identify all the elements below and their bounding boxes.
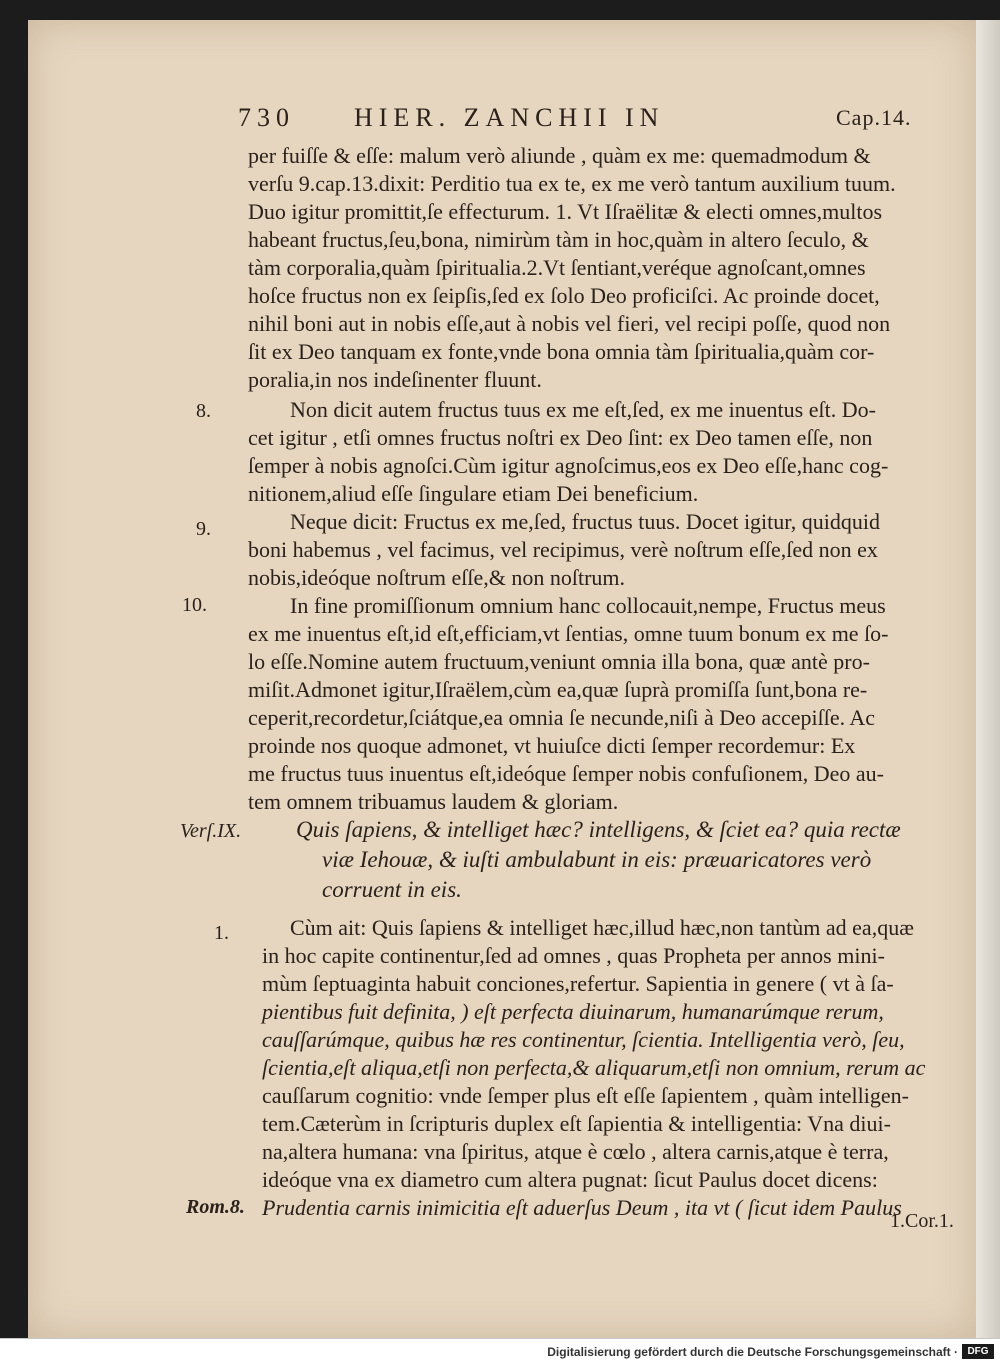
- text-line: poralia,in nos indeſinenter fluunt.: [248, 367, 542, 392]
- text-line: Duo igitur promittit,ſe effecturum. 1. Vt Iſraëlitæ & electi omnes,multos: [248, 199, 883, 224]
- text-line: habeant fructus,ſeu,bona, nimirùm tàm in hoc,quàm in altero ſeculo, &: [248, 227, 869, 252]
- text-line: tem omnem tribuamus laudem & gloriam.: [248, 789, 619, 814]
- verse-text-line: viæ Iehouæ, & iuſti ambulabunt in eis: præuaricatores verò: [322, 847, 872, 872]
- page-edge: [976, 20, 1000, 1338]
- text-line: Prudentia carnis inimicitia eſt aduerſus Deum , ita vt ( ſicut idem Paulus: [262, 1195, 902, 1220]
- text-line: ſemper à nobis agnoſci.Cùm igitur agnoſcimus,eos ex Deo eſſe,hanc cog-: [248, 453, 889, 478]
- text-line: in hoc capite continentur,ſed ad omnes , quas Propheta per annos mini-: [262, 943, 885, 968]
- footer-credit: Digitalisierung gefördert durch die Deutsche Forschungsgemeinschaft ·: [547, 1345, 958, 1359]
- text-line: In fine promiſſionum omnium hanc collocauit,nempe, Fructus meus: [290, 593, 886, 618]
- text-line: mùm ſeptuaginta habuit conciones,refertur. Sapientia in genere ( vt à ſa-: [262, 971, 894, 996]
- verse-text-line: Quis ſapiens, & intelliget hæc? intelligens, & ſciet ea? quia rectæ: [296, 817, 901, 842]
- text-line: ex me inuentus eſt,id eſt,efficiam,vt ſentias, omne tuum bonum ex me ſo-: [248, 621, 889, 646]
- page-number: 730: [238, 103, 295, 132]
- text-line: ideóque vna ex diametro cum altera pugnat: ſicut Paulus docet dicens:: [262, 1167, 878, 1192]
- text-line: Non dicit autem fructus tuus ex me eſt,ſed, ex me inuentus eſt. Do-: [290, 397, 876, 422]
- text-line: boni habemus , vel facimus, vel recipimus, verè noſtrum eſſe,ſed non ex: [248, 537, 878, 562]
- text-line: pientibus fuit definita, ) eſt perfecta diuinarum, humanarúmque rerum,: [262, 999, 884, 1024]
- text-line: nobis,ideóque noſtrum eſſe,& non noſtrum.: [248, 565, 626, 590]
- margin-number-9: 9.: [196, 518, 211, 540]
- text-line: na,altera humana: vna ſpiritus, atque è cœlo , altera carnis,atque è terra,: [262, 1139, 889, 1164]
- text-line: Neque dicit: Fructus ex me,ſed, fructus tuus. Docet igitur, quidquid: [290, 509, 880, 534]
- margin-number-8: 8.: [196, 400, 211, 422]
- margin-reference-rom: Rom.8.: [186, 1196, 245, 1218]
- text-line: nihil boni aut in nobis eſſe,aut à nobis vel fieri, vel recipi poſſe, quod non: [248, 311, 891, 336]
- text-line: me fructus tuus inuentus eſt,ideóque ſemper nobis confuſionem, Deo au-: [248, 761, 885, 786]
- text-line: Cùm ait: Quis ſapiens & intelliget hæc,illud hæc,non tantùm ad ea,quæ: [290, 915, 914, 940]
- margin-number-10: 10.: [182, 594, 207, 616]
- text-line: lo eſſe.Nomine autem fructuum,veniunt omnia illa bona, quæ antè pro-: [248, 649, 870, 674]
- chapter-label: Cap.14.: [836, 105, 912, 130]
- margin-number-1: 1.: [214, 922, 229, 944]
- verse-text-line: corruent in eis.: [322, 877, 462, 902]
- text-line: cauſſarúmque, quibus hæ res continentur, ſcientia. Intelligentia verò, ſeu,: [262, 1027, 905, 1052]
- text-line: ceperit,recordetur,ſciátque,ea omnia ſe necunde,niſi à Deo accepiſſe. Ac: [248, 705, 876, 730]
- text-line: tem.Cæterùm in ſcripturis duplex eſt ſapientia & intelligentia: Vna diui-: [262, 1111, 891, 1136]
- text-line: miſit.Admonet igitur,Iſraëlem,cùm ea,quæ ſuprà promiſſa ſunt,bona re-: [248, 677, 868, 702]
- margin-reference-cor: 1.Cor.1.: [890, 1210, 954, 1232]
- text-line: verſu 9.cap.13.dixit: Perditio tua ex te, ex me verò tantum auxilium tuum.: [248, 171, 896, 196]
- text-line: ſit ex Deo tanquam ex fonte,vnde bona omnia tàm ſpiritualia,quàm cor-: [248, 339, 875, 364]
- text-line: per fuiſſe & eſſe: malum verò aliunde , quàm ex me: quemadmodum &: [248, 143, 871, 168]
- margin-verse-label: Verſ.IX.: [180, 820, 242, 842]
- running-title: HIER. ZANCHII IN: [354, 103, 665, 132]
- text-line: nitionem,aliud eſſe ſingulare etiam Dei beneficium.: [248, 481, 699, 506]
- text-line: tàm corporalia,quàm ſpiritualia.2.Vt ſentiant,veréque agnoſcant,omnes: [248, 255, 866, 280]
- digitization-footer: [0, 1338, 1000, 1365]
- text-line: cet igitur , etſi omnes fructus noſtri ex Deo ſint: ex Deo tamen eſſe, non: [248, 425, 873, 450]
- dfg-logo: DFG: [962, 1344, 994, 1359]
- text-line: ſcientia,eſt aliqua,etſi non perfecta,& aliquarum,etſi non omnium, rerum ac: [262, 1055, 926, 1080]
- text-line: proinde nos quoque admonet, vt huiuſce dicti ſemper recordemur: Ex: [248, 733, 856, 758]
- text-line: cauſſarum cognitio: vnde ſemper plus eſt eſſe ſapientem , quàm intelligen-: [262, 1083, 909, 1108]
- text-line: hoſce fructus non ex ſeipſis,ſed ex ſolo Deo proficiſci. Ac proinde docet,: [248, 283, 880, 308]
